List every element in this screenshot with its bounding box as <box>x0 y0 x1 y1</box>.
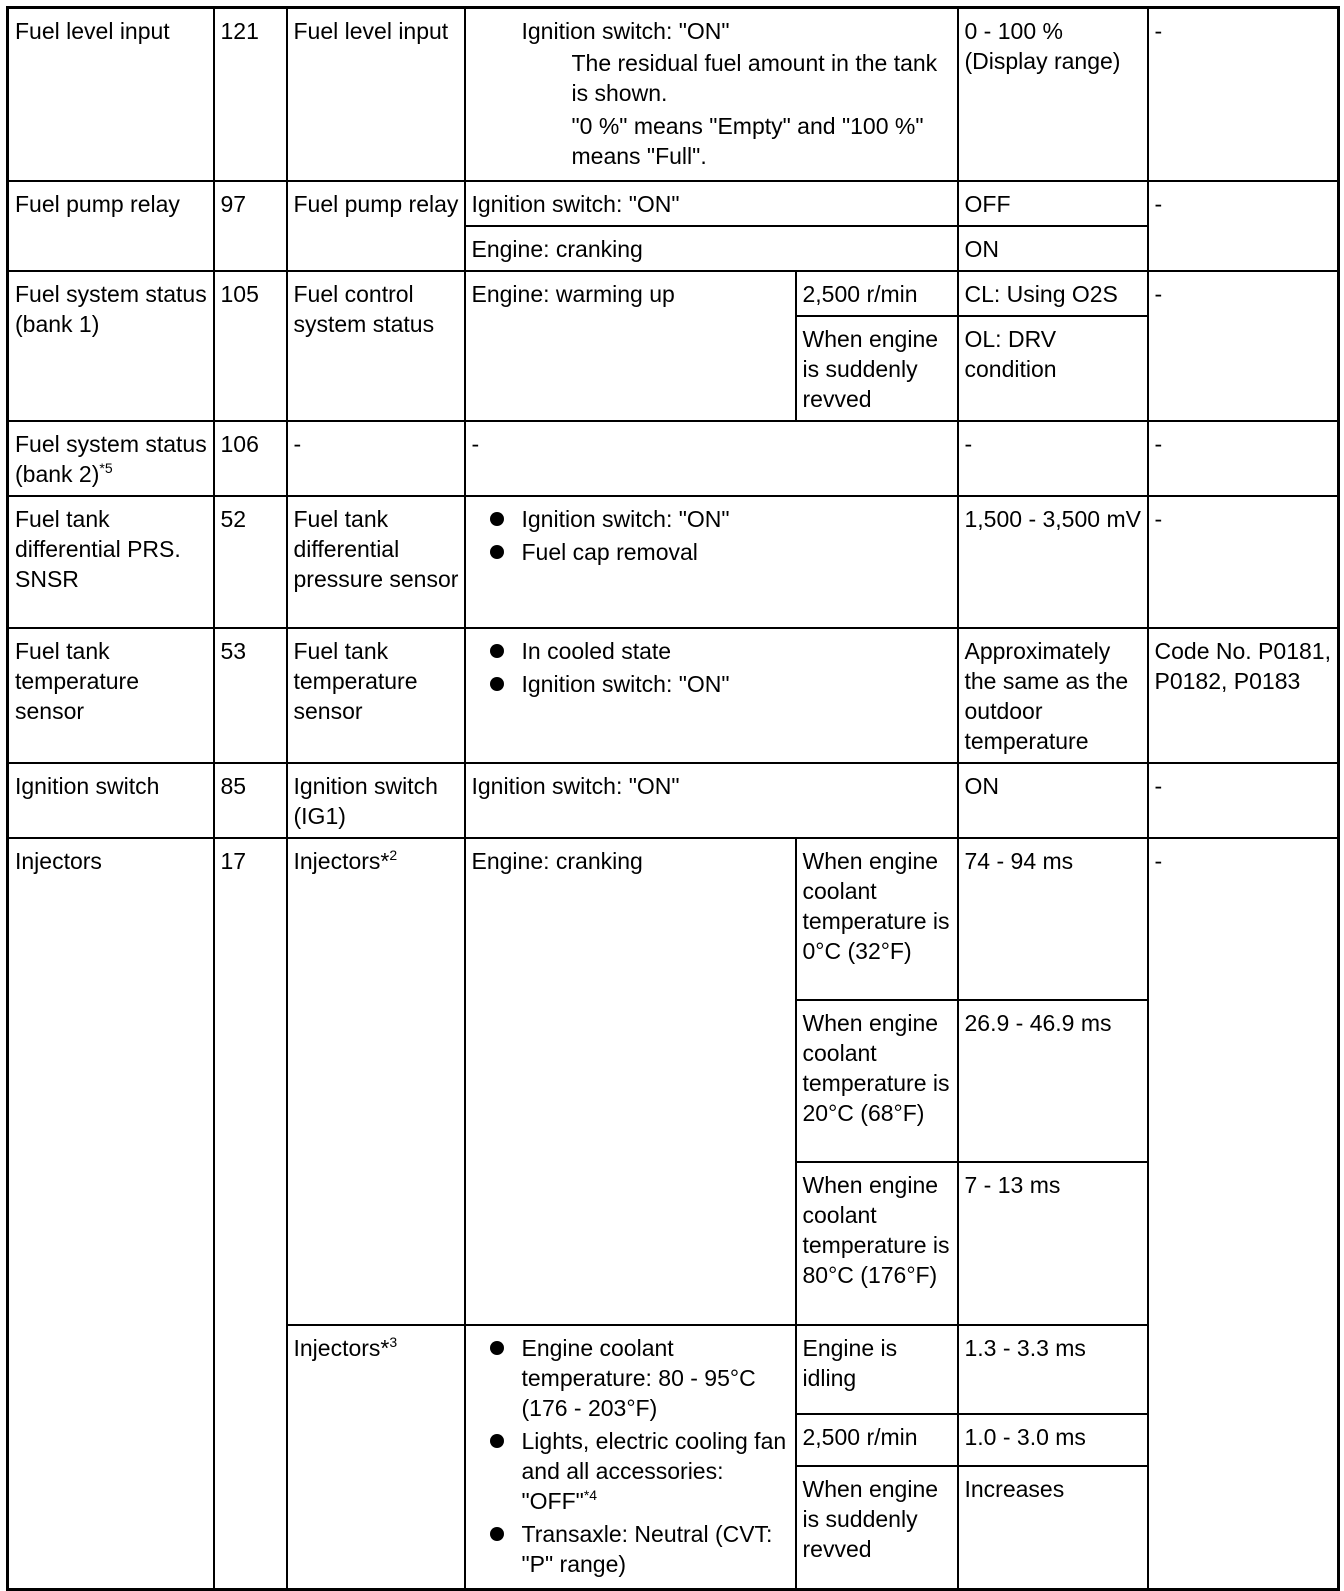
list-item: The residual fuel amount in the tank is shown. <box>571 50 938 106</box>
bullet-icon <box>490 644 504 658</box>
id-cell: 97 <box>214 181 287 271</box>
item-cell: Injectors <box>8 838 214 1590</box>
table-row <box>8 838 1339 1000</box>
item-cell: Ignition switch <box>8 763 214 838</box>
id-cell: 121 <box>214 8 287 182</box>
value-cell: 7 - 13 ms <box>958 1162 1148 1325</box>
footnote-mark: *5 <box>99 460 113 476</box>
value-cell: 1,500 - 3,500 mV <box>958 496 1148 628</box>
condition-list <box>472 1333 790 1579</box>
name-cell: Injectors*$^3$ <box>287 1325 465 1590</box>
list-item: In cooled state <box>472 636 952 666</box>
condition-cell: Engine: cranking <box>465 226 958 271</box>
name-cell: Fuel pump relay <box>287 181 465 271</box>
value-cell: ON <box>958 763 1148 838</box>
item-cell: Fuel tank differential PRS. SNSR <box>8 496 214 628</box>
id-cell: 106 <box>214 421 287 496</box>
value-cell: ON <box>958 226 1148 271</box>
sub-condition-cell: When engine coolant temperature is 0°C (32°F) <box>796 838 958 1000</box>
sub-condition-cell: 2,500 r/min <box>796 271 958 316</box>
item-cell: Fuel tank temperature sensor <box>8 628 214 763</box>
sub-condition-cell: When engine coolant temperature is 20°C (68°F) <box>796 1000 958 1162</box>
table-row <box>8 496 1339 628</box>
value-cell: Approximately the same as the outdoor temperature <box>958 628 1148 763</box>
condition-cell <box>465 8 958 182</box>
id-cell: 105 <box>214 271 287 421</box>
name-cell: Fuel control system status <box>287 271 465 421</box>
bullet-icon <box>490 1341 504 1355</box>
table-row <box>8 628 1339 763</box>
reference-cell: - <box>1148 496 1339 628</box>
value-cell: 0 - 100 % (Display range) <box>958 8 1148 182</box>
table-row <box>8 421 1339 496</box>
list-item: Engine coolant temperature: 80 - 95°C (176 - 203°F) <box>472 1333 790 1423</box>
item-cell: Fuel level input <box>8 8 214 182</box>
sub-condition-cell: When engine coolant temperature is 80°C (176°F) <box>796 1162 958 1325</box>
condition-heading: Ignition switch: "ON" <box>521 18 730 44</box>
value-cell: OFF <box>958 181 1148 226</box>
condition-cell <box>465 1325 796 1590</box>
bullet-icon <box>490 545 504 559</box>
list-item: Ignition switch: "ON" <box>472 669 952 699</box>
table-row <box>8 271 1339 316</box>
value-cell: 26.9 - 46.9 ms <box>958 1000 1148 1162</box>
sub-condition-cell: When engine is suddenly revved <box>796 316 958 421</box>
footnote-mark: *4 <box>583 1487 598 1503</box>
condition-cell: Ignition switch: "ON" <box>465 763 958 838</box>
name-cell: Injectors*$^2$ <box>287 838 465 1325</box>
reference-cell: - <box>1148 271 1339 421</box>
id-cell: 52 <box>214 496 287 628</box>
name-cell: Fuel tank temperature sensor <box>287 628 465 763</box>
condition-cell: - <box>465 421 958 496</box>
bullet-icon <box>490 1434 504 1448</box>
sub-condition-cell: 2,500 r/min <box>796 1414 958 1466</box>
list-item: Ignition switch: "ON" <box>472 504 952 534</box>
table-row <box>8 181 1339 226</box>
condition-list <box>472 504 952 567</box>
data-monitor-table <box>6 6 1340 1591</box>
list-item: Fuel cap removal <box>472 537 952 567</box>
value-cell: - <box>958 421 1148 496</box>
id-cell: 85 <box>214 763 287 838</box>
footnote-mark: 3 <box>389 1334 398 1350</box>
reference-cell: - <box>1148 181 1339 271</box>
table-row <box>8 8 1339 182</box>
name-cell: Fuel tank differential pressure sensor <box>287 496 465 628</box>
value-cell: Increases <box>958 1466 1148 1590</box>
name-cell: Fuel level input <box>287 8 465 182</box>
value-cell: 74 - 94 ms <box>958 838 1148 1000</box>
list-item: "0 %" means "Empty" and "100 %" means "Full". <box>571 113 924 169</box>
reference-cell: - <box>1148 8 1339 182</box>
id-cell: 53 <box>214 628 287 763</box>
reference-cell: - <box>1148 838 1339 1590</box>
value-cell: OL: DRV condition <box>958 316 1148 421</box>
reference-cell: - <box>1148 763 1339 838</box>
item-cell: Fuel pump relay <box>8 181 214 271</box>
condition-cell: Engine: cranking <box>465 838 796 1325</box>
condition-sublist <box>472 48 952 171</box>
bullet-icon <box>490 512 504 526</box>
condition-cell: Engine: warming up <box>465 271 796 421</box>
value-cell: CL: Using O2S <box>958 271 1148 316</box>
list-item: Transaxle: Neutral (CVT: "P" range) <box>472 1519 790 1579</box>
reference-cell: Code No. P0181, P0182, P0183 <box>1148 628 1339 763</box>
item-cell: Fuel system status (bank 1) <box>8 271 214 421</box>
value-cell: 1.3 - 3.3 ms <box>958 1325 1148 1414</box>
list-item: Lights, electric cooling fan and all accessories: "OFF"$^{*4}$ <box>472 1426 790 1516</box>
name-cell: Ignition switch (IG1) <box>287 763 465 838</box>
footnote-mark: 2 <box>389 847 398 863</box>
name-cell: - <box>287 421 465 496</box>
table-row <box>8 763 1339 838</box>
value-cell: 1.0 - 3.0 ms <box>958 1414 1148 1466</box>
bullet-icon <box>490 1527 504 1541</box>
item-cell: Fuel system status (bank 2)$^{*5}$ <box>8 421 214 496</box>
sub-condition-cell: Engine is idling <box>796 1325 958 1414</box>
condition-cell <box>465 496 958 628</box>
reference-cell: - <box>1148 421 1339 496</box>
condition-cell: Ignition switch: "ON" <box>465 181 958 226</box>
id-cell: 17 <box>214 838 287 1590</box>
sub-condition-cell: When engine is suddenly revved <box>796 1466 958 1590</box>
bullet-icon <box>490 677 504 691</box>
condition-cell <box>465 628 958 763</box>
condition-list <box>472 636 952 699</box>
